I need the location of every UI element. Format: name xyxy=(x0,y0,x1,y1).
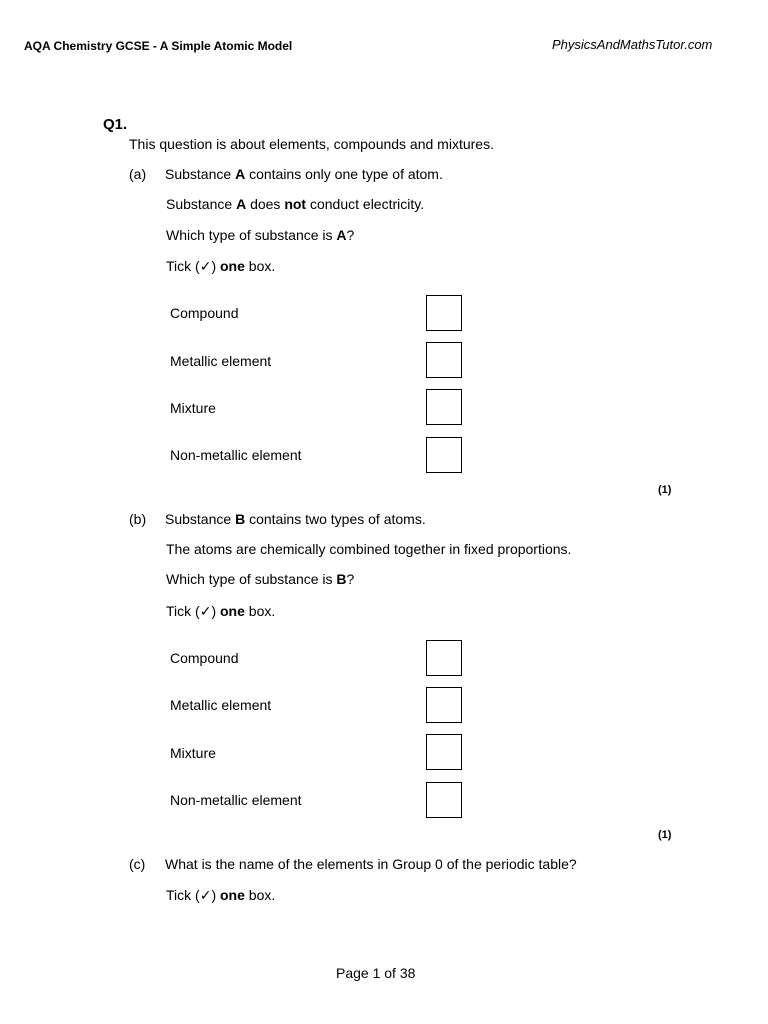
part-c-label: (c) xyxy=(129,856,146,872)
document-header-title: AQA Chemistry GCSE - A Simple Atomic Model xyxy=(24,39,293,53)
part-a-option-label: Non-metallic element xyxy=(170,447,302,463)
part-a-instruction: Tick (✓) one box. xyxy=(166,258,276,274)
part-c-question: What is the name of the elements in Group 0 of the periodic table? xyxy=(165,856,577,872)
part-a-question: Which type of substance is A? xyxy=(166,227,355,243)
part-b-instruction: Tick (✓) one box. xyxy=(166,603,276,619)
part-b-option-label: Non-metallic element xyxy=(170,792,302,808)
part-b-marks: (1) xyxy=(658,829,672,841)
tick-icon: ✓ xyxy=(199,887,212,903)
question-number: Q1. xyxy=(103,116,128,133)
part-b-option-label: Mixture xyxy=(170,745,216,761)
part-b-label: (b) xyxy=(129,511,147,527)
part-b-option-label: Metallic element xyxy=(170,697,272,713)
tick-icon: ✓ xyxy=(199,258,212,274)
part-c-instruction: Tick (✓) one box. xyxy=(166,887,276,903)
header-website: PhysicsAndMathsTutor.com xyxy=(552,37,713,52)
part-b-line2: The atoms are chemically combined together in fixed proportions. xyxy=(166,541,572,557)
part-a-checkbox-non-metallic-element[interactable] xyxy=(426,437,462,473)
part-a-checkbox-compound[interactable] xyxy=(426,295,462,331)
part-b-checkbox-metallic-element[interactable] xyxy=(426,687,462,723)
part-a-checkbox-mixture[interactable] xyxy=(426,389,462,425)
part-a-option-label: Compound xyxy=(170,305,239,321)
part-a-checkbox-metallic-element[interactable] xyxy=(426,342,462,378)
part-a-label: (a) xyxy=(129,166,147,182)
part-b-question: Which type of substance is B? xyxy=(166,571,355,587)
question-intro: This question is about elements, compounds and mixtures. xyxy=(129,136,494,152)
part-a-option-label: Mixture xyxy=(170,400,216,416)
tick-icon: ✓ xyxy=(199,603,212,619)
part-b-checkbox-mixture[interactable] xyxy=(426,734,462,770)
part-a-option-label: Metallic element xyxy=(170,353,272,369)
part-b-line1: Substance B contains two types of atoms. xyxy=(165,511,426,527)
part-b-checkbox-compound[interactable] xyxy=(426,640,462,676)
part-a-line2: Substance A does not conduct electricity. xyxy=(166,196,425,212)
part-a-line1: Substance A contains only one type of atom. xyxy=(165,166,443,182)
part-b-checkbox-non-metallic-element[interactable] xyxy=(426,782,462,818)
part-a-marks: (1) xyxy=(658,484,672,496)
page-number: Page 1 of 38 xyxy=(336,965,416,981)
part-b-option-label: Compound xyxy=(170,650,239,666)
